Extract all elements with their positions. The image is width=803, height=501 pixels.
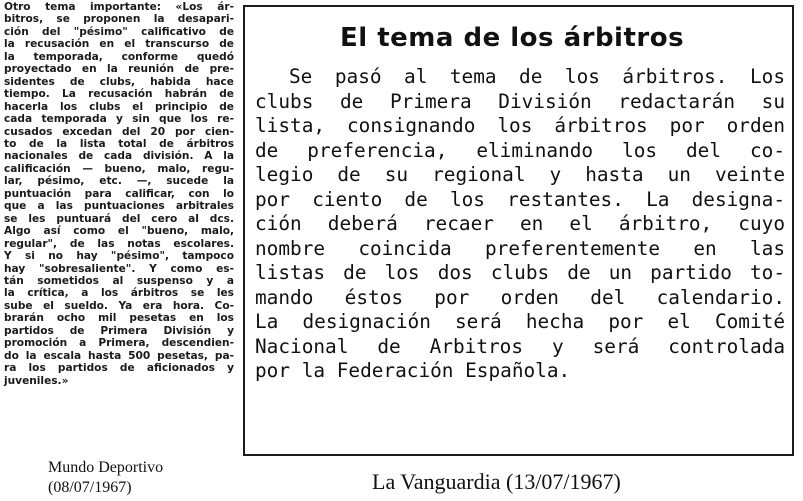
article-line: por la Federación Española. [255, 359, 571, 382]
article-line: proyectado en la reunión de pre- [4, 63, 234, 76]
source-name: Mundo Deportivo [48, 459, 164, 476]
article-line: clubs de Primera División redactarán su [255, 89, 785, 113]
article-line: nacionales de cada división. A la [4, 150, 234, 163]
article-line: lar, pésimo, etc. —, sucede la [4, 175, 234, 188]
article-line: que a las puntuaciones arbitrales [4, 200, 234, 213]
article-line: la recusación en el transcurso de [4, 38, 234, 51]
article-line: de preferencia, eliminando los del co- [255, 138, 785, 162]
article-line: sidentes de clubs, habida hace [4, 75, 234, 88]
article-line: cada temporada y sin que los re- [4, 113, 234, 126]
source-date: (08/07/1967) [48, 479, 132, 496]
article-line: promoción a Primera, descendien- [4, 337, 234, 350]
article-line: to de la lista total de árbitros [4, 137, 234, 150]
article-line: ción del "pésimo" calificativo de [4, 25, 234, 38]
article-line: La designación será hecha por el Comité [255, 310, 785, 333]
article-line: bitros, se proponen la desapari- [4, 13, 234, 26]
article-line: juveniles.» [4, 374, 69, 387]
article-line: partidos de Primera División y [4, 324, 234, 337]
article-line: Se pasó al tema de los árbitros. Los [289, 65, 785, 88]
article-line: ra los partidos de aficionados y [4, 362, 234, 375]
article-line: do la escala hasta 500 pesetas, pa- [4, 349, 234, 362]
article-line: Otro tema importante: «Los ár- [4, 1, 234, 13]
article-line: calificación — bueno, malo, regu- [4, 162, 234, 175]
la-vanguardia-article-text [255, 65, 785, 384]
article-line: lista, consignando los árbitros por orden [255, 114, 785, 137]
article-line: puntuación para calificar, con lo [4, 187, 234, 200]
article-headline: El tema de los árbitros [340, 23, 685, 53]
article-line: listas de los dos clubs de un partido to- [255, 261, 785, 284]
article-line: Nacional de Arbitros y será controlada [255, 334, 785, 358]
article-line: la temporada, conforme quedó [4, 50, 234, 63]
article-line: cusados excedan del 20 por cien- [4, 125, 234, 138]
article-line: legio de su regional y hasta un veinte [255, 163, 785, 186]
la-vanguardia-clipping [243, 5, 794, 456]
la-vanguardia-caption: La Vanguardia (13/07/1967) [372, 469, 621, 494]
article-line: tiempo. La recusación habrán de [4, 88, 234, 101]
article-line: por ciento de los restantes. La designa- [255, 187, 785, 211]
article-line: sube el sueldo. Ya era hora. Co- [4, 299, 234, 312]
mundo-deportivo-caption [48, 458, 238, 498]
article-line: brarán ocho mil pesetas en los [4, 312, 234, 325]
article-line: la crítica, a los árbitros se les [4, 287, 234, 300]
mundo-deportivo-clipping [0, 0, 238, 452]
article-line: hacerla los clubs el principio de [4, 100, 234, 113]
article-line: ción deberá recaer en el árbitro, cuyo [255, 212, 785, 235]
article-line: mando éstos por orden del calendario. [255, 285, 785, 309]
article-line: se les puntuará del cero al dcs. [4, 212, 234, 225]
article-line: Algo así como el "bueno, malo, [4, 225, 234, 238]
article-line: Y si no hay "pésimo", tampoco [4, 250, 234, 263]
article-line: regular", de las notas escolares. [4, 237, 234, 250]
article-line: tán sometidos al suspenso y a [4, 274, 234, 287]
article-line: hay "sobresaliente". Y como es- [4, 262, 234, 275]
article-line: nombre coincida preferentemente en las [255, 236, 785, 260]
mundo-deportivo-article-text [4, 1, 234, 387]
